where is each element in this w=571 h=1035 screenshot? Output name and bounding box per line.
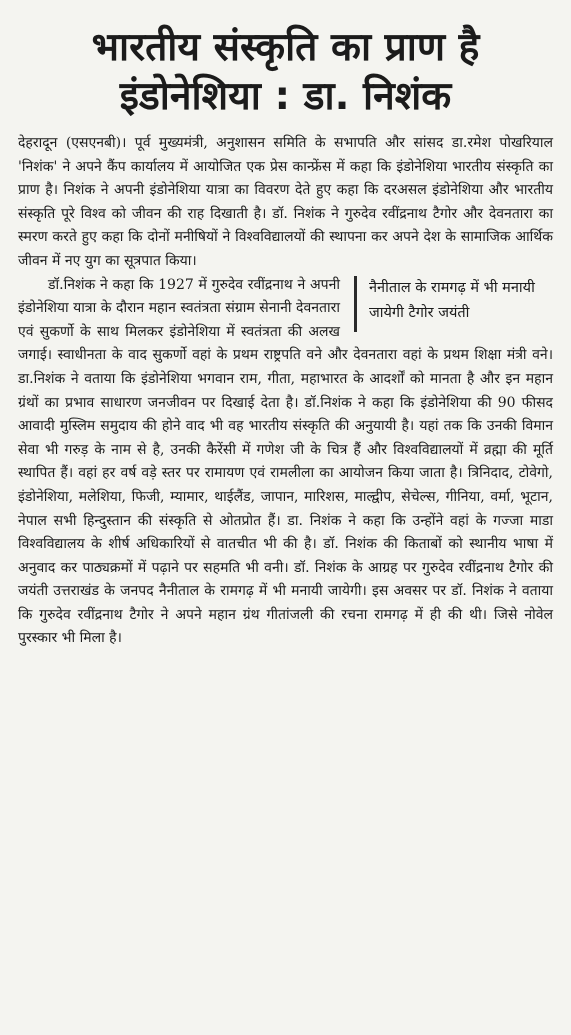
article-body bbox=[18, 132, 553, 651]
article-paragraph-2: डॉ.निशंक ने कहा कि 1927 में गुरुदेव रवींद्रनाथ ने अपनी इंडोनेशिया यात्रा के दौरान महान स्वतंत्रता संग्राम सेनानी देवनतारा एवं सुकर्णो के साथ मिलकर इंडोनेशिया में स्वतंत्रता की अलख जगाई। स्वाधीनता के वाद सुकर्णो वहां के प्रथम राष्ट्रपति वने और देवनतारा वहां के प्रथम शिक्षा मंत्री वने। डा.निशंक ने वताया कि इंडोनेशिया भगवान राम, गीता, महाभारत के आदर्शों को मानता है और इन महान ग्रंथों का प्रभाव साधारण जनजीवन पर दिखाई देता है। डॉ.निशंक ने कहा कि इंडोनेशिया की 90 फीसद आवादी मुस्लिम समुदाय की होने वाद भी वह भारतीय संस्कृति की अनुयायी है। यहां तक कि उनकी विमान सेवा भी गरुड़ के नाम से है, उनकी कैरेंसी में गणेश जी के चित्र हैं और विश्वविद्यालयों में व्रह्मा की मूर्ति स्थापित हैं। वहां हर वर्ष वड़े स्तर पर रामायण एवं रामलीला का आयोजन किया जाता है। त्रिनिदाद, टोवेगो, इंडोनेशिया, मलेशिया, फिजी, म्यामार, थाईलैंड, जापान, मारिशस, माल्द्वीप, सेचेल्स, गीनिया, वर्मा, भूटान, नेपाल सभी हिन्दुस्तान की संस्कृति से ओतप्रोत हैं। डा. निशंक ने कहा कि उन्होंने वहां के गज्जा माडा विश्वविद्यालय के शीर्ष अधिकारियों से वातचीत भी की है। डॉ. निशंक की किताबों को स्थानीय भाषा में अनुवाद कर पाठ्यक्रमों में पढ़ाने पर सहमति भी वनी। डॉ. निशंक के आग्रह पर गुरुदेव रवींद्रनाथ टैगोर की जयंती उत्तराखंड के जनपद नैनीताल के रामगढ़ में भी मनायी जायेगी। इस अवसर पर डॉ. निशंक ने वताया कि गुरुदेव रवींद्रनाथ टैगोर ने अपने महान ग्रंथ गीतांजली की रचना रामगढ़ में ही की थी। जिसे नोवेल पुरस्कार भी मिला है। bbox=[18, 276, 553, 647]
headline bbox=[18, 0, 553, 119]
pull-quote-text: नैनीताल के रामगढ़ में भी मनायी जायेगी टैगोर जयंती bbox=[369, 279, 535, 321]
headline-line-1: भारतीय संस्कृति का प्राण है bbox=[91, 25, 480, 70]
article-paragraph-1: देहरादून (एसएनबी)। पूर्व मुख्यमंत्री, अनुशासन समिति के सभापति और सांसद डा.रमेश पोखरियाल 'निशंक' ने अपने कैंप कार्यालय में आयोजित एक प्रेस कान्फ्रेंस में कहा कि इंडोनेशिया भारतीय संस्कृति का प्राण है। निशंक ने अपनी इंडोनेशिया यात्रा का विवरण देते हुए कहा कि दरअसल इंडोनेशिया और भारतीय संस्कृति पूरे विश्व को जीवन की राह दिखाती है। डॉ. निशंक ने गुरुदेव रवींद्रनाथ टैगोर और देवनतारा का स्मरण करते हुए कहा कि दोनों मनीषियों ने विश्वविद्यालयों की स्थापना कर अपने देश के सामाजिक आर्थिक जीवन में नए युग का सूत्रपात किया। bbox=[18, 135, 553, 269]
headline-line-2: इंडोनेशिया : डा. निशंक bbox=[119, 74, 452, 119]
pull-quote bbox=[354, 276, 553, 332]
